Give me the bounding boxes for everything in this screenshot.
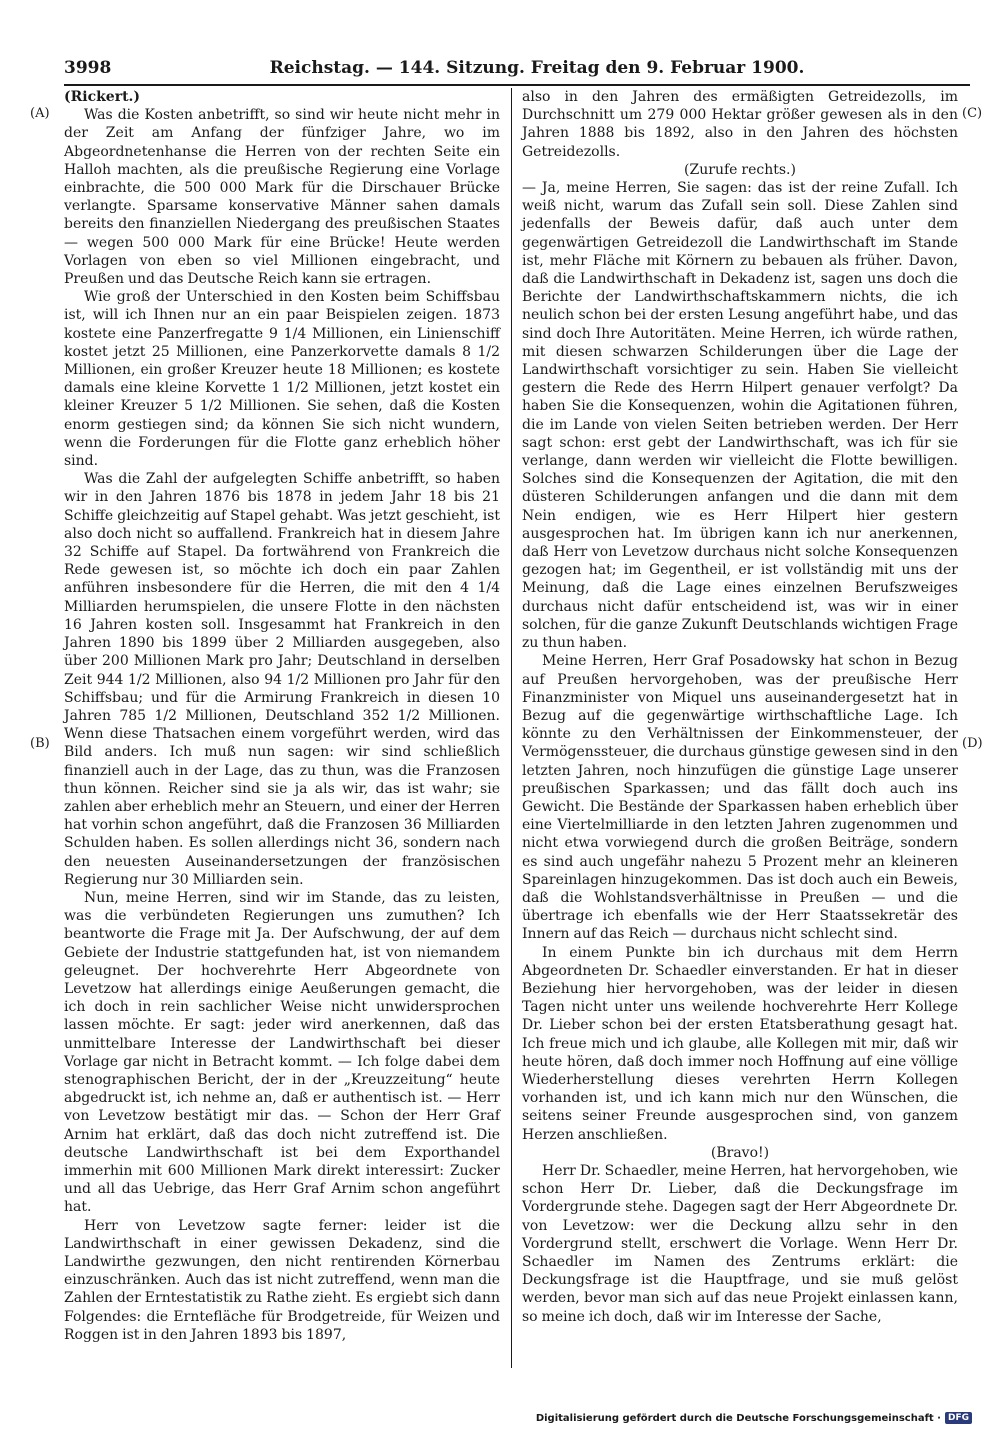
running-head: Reichstag. — 144. Sitzung. Freitag den 9. Februar 1900. [269,58,805,78]
header-rule [64,84,970,86]
margin-marker-a: (A) [30,106,50,121]
column-divider [511,88,512,1368]
interjection: (Bravo!) [710,1144,770,1161]
dfg-logo: DFG [945,1412,972,1424]
speaker-label: (Rickert.) [64,89,141,105]
right-column [522,88,958,1326]
paragraph: Nun, meine Herren, sind wir im Stande, das zu leisten, was die verbündeten Regierungen uns zumuthen? Ich beantworte die Frage mit Ja. Der Aufschwung, der auf dem Gebiete der Industrie stattgefunden hat, ist von niemandem geleugnet. Der hochverehrte Herr Abgeordnete von Levetzow hat allerdings einige Aeußerungen gemacht, die ich doch in rein sachlicher Weise nicht unwidersprochen lassen möchte. Er sagt: jeder wird anerkennen, daß das unmittelbare Interesse der Landwirthschaft bei dieser Vorlage gar nicht in Betracht kommt. — Ich folge dabei dem stenographischen Bericht, der in der „Kreuzzeitung“ heute abgedruckt ist, ich nehme an, daß er authentisch ist. — Herr von Levetzow bestätigt mir das. — Schon der Herr Graf Arnim hat erklärt, daß das doch nicht zutreffend ist. Die deutsche Landwirthschaft ist bei dem Exporthandel immerhin mit 600 Millionen Mark direkt interessirt: Zucker und all das Uebrige, das Herr Graf Arnim schon angeführt hat. [64,889,500,1216]
paragraph: Was die Zahl der aufgelegten Schiffe anbetrifft, so haben wir in den Jahren 1876 bis 1878 in jedem Jahr 18 bis 21 Schiffe gleichzeitig auf Stapel gehabt. Was jetzt geschieht, ist also doch nicht so auffallend. Frankreich hat in diesem Jahre 32 Schiffe auf Stapel. Da fortwährend von Frankreich die Rede gewesen ist, so möchte ich doch ein paar Zahlen anführen insbesondere für die Herren, die mit den 4 1/4 Milliarden herumspielen, die unsere Flotte in den nächsten 16 Jahren kosten soll. Insgesammt hat Frankreich in den Jahren 1890 bis 1899 über 2 Milliarden ausgegeben, also über 200 Millionen Mark pro Jahr; Deutschland in derselben Zeit 944 1/2 Millionen, also 94 1/2 Millionen pro Jahr für den Schiffsbau; und für die Armirung Frankreich in diesen 10 Jahren 785 1/2 Millionen, Deutschland 352 1/2 Millionen. Wenn diese Thatsachen einem vorgeführt werden, wird das Bild anders. Ich muß nun sagen: wir sind schließlich finanziell auch in der Lage, das zu thun, was die Franzosen thun können. Reicher sind sie ja als wir, das ist wahr; sie zahlen aber erheblich mehr an Steuern, und einer der Herren hat vorhin schon angeführt, daß die Franzosen 36 Milliarden Schulden haben. Es sollen allerdings nicht 36, sondern nach den neuesten Auseinandersetzungen der französischen Regierung nur 30 Milliarden sein. [64,471,500,888]
page-header [64,58,970,82]
paragraph: Was die Kosten anbetrifft, so sind wir heute nicht mehr in der Zeit am Anfang der fünfziger Jahre, wo im Abgeordnetenhanse die Herren von der rechten Seite ein Halloh machten, als die preußische Regierung eine Vorlage einbrachte, die 500 000 Mark für die Dirschauer Brücke verlangte. Sparsame konservative Männer sahen damals bereits den finanziellen Niedergang des preußischen Staates — wegen 500 000 Mark für eine Brücke! Heute werden Vorlagen von eben so viel Millionen eingebracht, und Preußen und das Deutsche Reich kann sie ertragen. [64,107,500,288]
paragraph: — Ja, meine Herren, Sie sagen: das ist der reine Zufall. Ich weiß nicht, warum das Zufall sein soll. Diese Zahlen sind jedenfalls der Beweis dafür, daß auch unter dem gegenwärtigen Getreidezoll die Landwirthschaft im Stande ist, mehr Fläche mit Körnern zu bebauen als früher. Davon, daß die Landwirthschaft in Dekadenz ist, sagen uns doch die Berichte der Landwirthschaftskammern nichts, die ich neulich schon bei der ersten Lesung angeführt habe, und das sind doch Ihre Autoritäten. Meine Herren, ich würde rathen, mit diesen schwarzen Schilderungen über die Lage der Landwirthschaft vorsichtiger zu sein. Haben Sie vielleicht gestern die Rede des Herrn Hilpert genauer verfolgt? Da haben Sie die Konsequenzen, wohin die Agitationen führen, die im Lande von vielen Seiten betrieben werden. Der Herr sagt schon: erst gebt der Landwirthschaft, was ich für sie verlange, dann werden wir vielleicht die Flotte bewilligen. Solches sind die Konsequenzen der Agitation, die mit den düsteren Schilderungen anfangen und die dann mit dem Nein endigen, wie es Herr Hilpert hier gestern ausgesprochen hat. Im übrigen kann ich nur anerkennen, daß Herr von Levetzow durchaus nicht solche Konsequenzen gezogen hat; im Gegentheil, er ist vollständig mit uns der Meinung, daß die Lage eines einzelnen Berufszweiges durchaus nicht dafür entscheidend ist, was wir in einer solchen, für die ganze Zukunft Deutschlands wichtigen Frage zu thun haben. [522,180,958,652]
margin-marker-d: (D) [962,736,983,751]
left-column [64,88,500,1344]
paragraph: Wie groß der Unterschied in den Kosten beim Schiffsbau ist, will ich Ihnen nur an ein paar Beispielen zeigen. 1873 kostete eine Panzerfregatte 9 1/4 Millionen, ein Linienschiff kostet jetzt 25 Millionen, eine Panzerkorvette damals 8 1/2 Millionen, ein großer Kreuzer heute 18 Millionen; es kostete damals eine kleine Korvette 1 1/2 Millionen, jetzt kostet ein kleiner Kreuzer 5 1/2 Millionen. Sie sehen, daß die Kosten enorm gestiegen sind; da können Sie sich nicht wundern, wenn die Forderungen für die Flotte ganz erheblich höher sind. [64,289,500,470]
page-number: 3998 [64,58,112,78]
paragraph: In einem Punkte bin ich durchaus mit dem Herrn Abgeordneten Dr. Schaedler einverstanden. Er hat in dieser Beziehung hier hervorgehoben, was der leider in diesen Tagen nicht unter uns weilende hochverehrte Herr Kollege Dr. Lieber schon bei der ersten Etatsberathung gesagt hat. Ich freue mich und ich glaube, alle Kollegen mit mir, daß wir heute hören, daß doch immer noch Hoffnung auf eine völlige Wiederherstellung dieses verehrten Herrn Kollegen vorhanden ist, und ich kann mich nur den Wünschen, die seitens seiner Freunde ausgesprochen sind, von ganzem Herzen anschließen. [522,944,958,1143]
paragraph: also in den Jahren des ermäßigten Getreidezolls, im Durchschnitt um 279 000 Hektar größer gewesen als in den Jahren 1888 bis 1892, also in den Jahren des höchsten Getreidezolls. [522,89,958,160]
paragraph: Herr von Levetzow sagte ferner: leider ist die Landwirthschaft in einer gewissen Dekadenz, sind die Landwirthe gezwungen, den nicht rentirenden Körnerbau einzuschränken. Auch das ist nicht zutreffend, wenn man die Zahlen der Erntestatistik zu Rathe zieht. Es ergiebt sich dann Folgendes: die Erntefläche für Brodgetreide, für Weizen und Roggen ist in den Jahren 1893 bis 1897, [64,1217,500,1343]
interjection: (Zurufe rechts.) [684,161,796,178]
margin-marker-b: (B) [30,736,50,751]
paragraph: Meine Herren, Herr Graf Posadowsky hat schon in Bezug auf Preußen hervorgehoben, was der preußische Herr Finanzminister von Miquel uns auseinandergesetzt hat in Bezug auf die gegenwärtige wirthschaftliche Lage. Ich könnte zu den Verhältnissen der Einkommensteuer, der Vermögenssteuer, die durchaus günstige gewesen sind in den letzten Jahren, noch hinzufügen die günstige Lage unserer preußischen Sparkassen; und das fällt doch auch ins Gewicht. Die Bestände der Sparkassen haben erheblich über eine Viertelmilliarde in den letzten Jahren zugenommen und nicht etwa vorwiegend durch die großen Beiträge, sondern es sind auch ungefähr nahezu 5 Prozent mehr an kleineren Spareinlagen hinzugekommen. Das ist doch auch ein Beweis, daß die Wohlstandsverhältnisse in Preußen — und die übertrage ich ebenfalls wie der Herr Staatssekretär des Innern auf das Reich — durchaus nicht schlecht sind. [522,653,958,943]
margin-marker-c: (C) [962,106,983,121]
digitization-footer [536,1412,972,1424]
paragraph: Herr Dr. Schaedler, meine Herren, hat hervorgehoben, wie schon Herr Dr. Lieber, daß die Deckungsfrage im Vordergrunde stehe. Dagegen sagt der Herr Abgeordnete Dr. von Levetzow: wer die Deckung allzu sehr in den Vordergrund stellt, erschwert die Vorlage. Wenn Herr Dr. Schaedler im Namen des Zentrums erklärt: die Deckungsfrage ist die Hauptfrage, und sie muß gelöst werden, bevor man sich auf das neue Projekt einlassen kann, so meine ich doch, daß wir im Interesse der Sache, [522,1162,958,1325]
footer-text: Digitalisierung gefördert durch die Deutsche Forschungsgemeinschaft · [535,1412,941,1424]
